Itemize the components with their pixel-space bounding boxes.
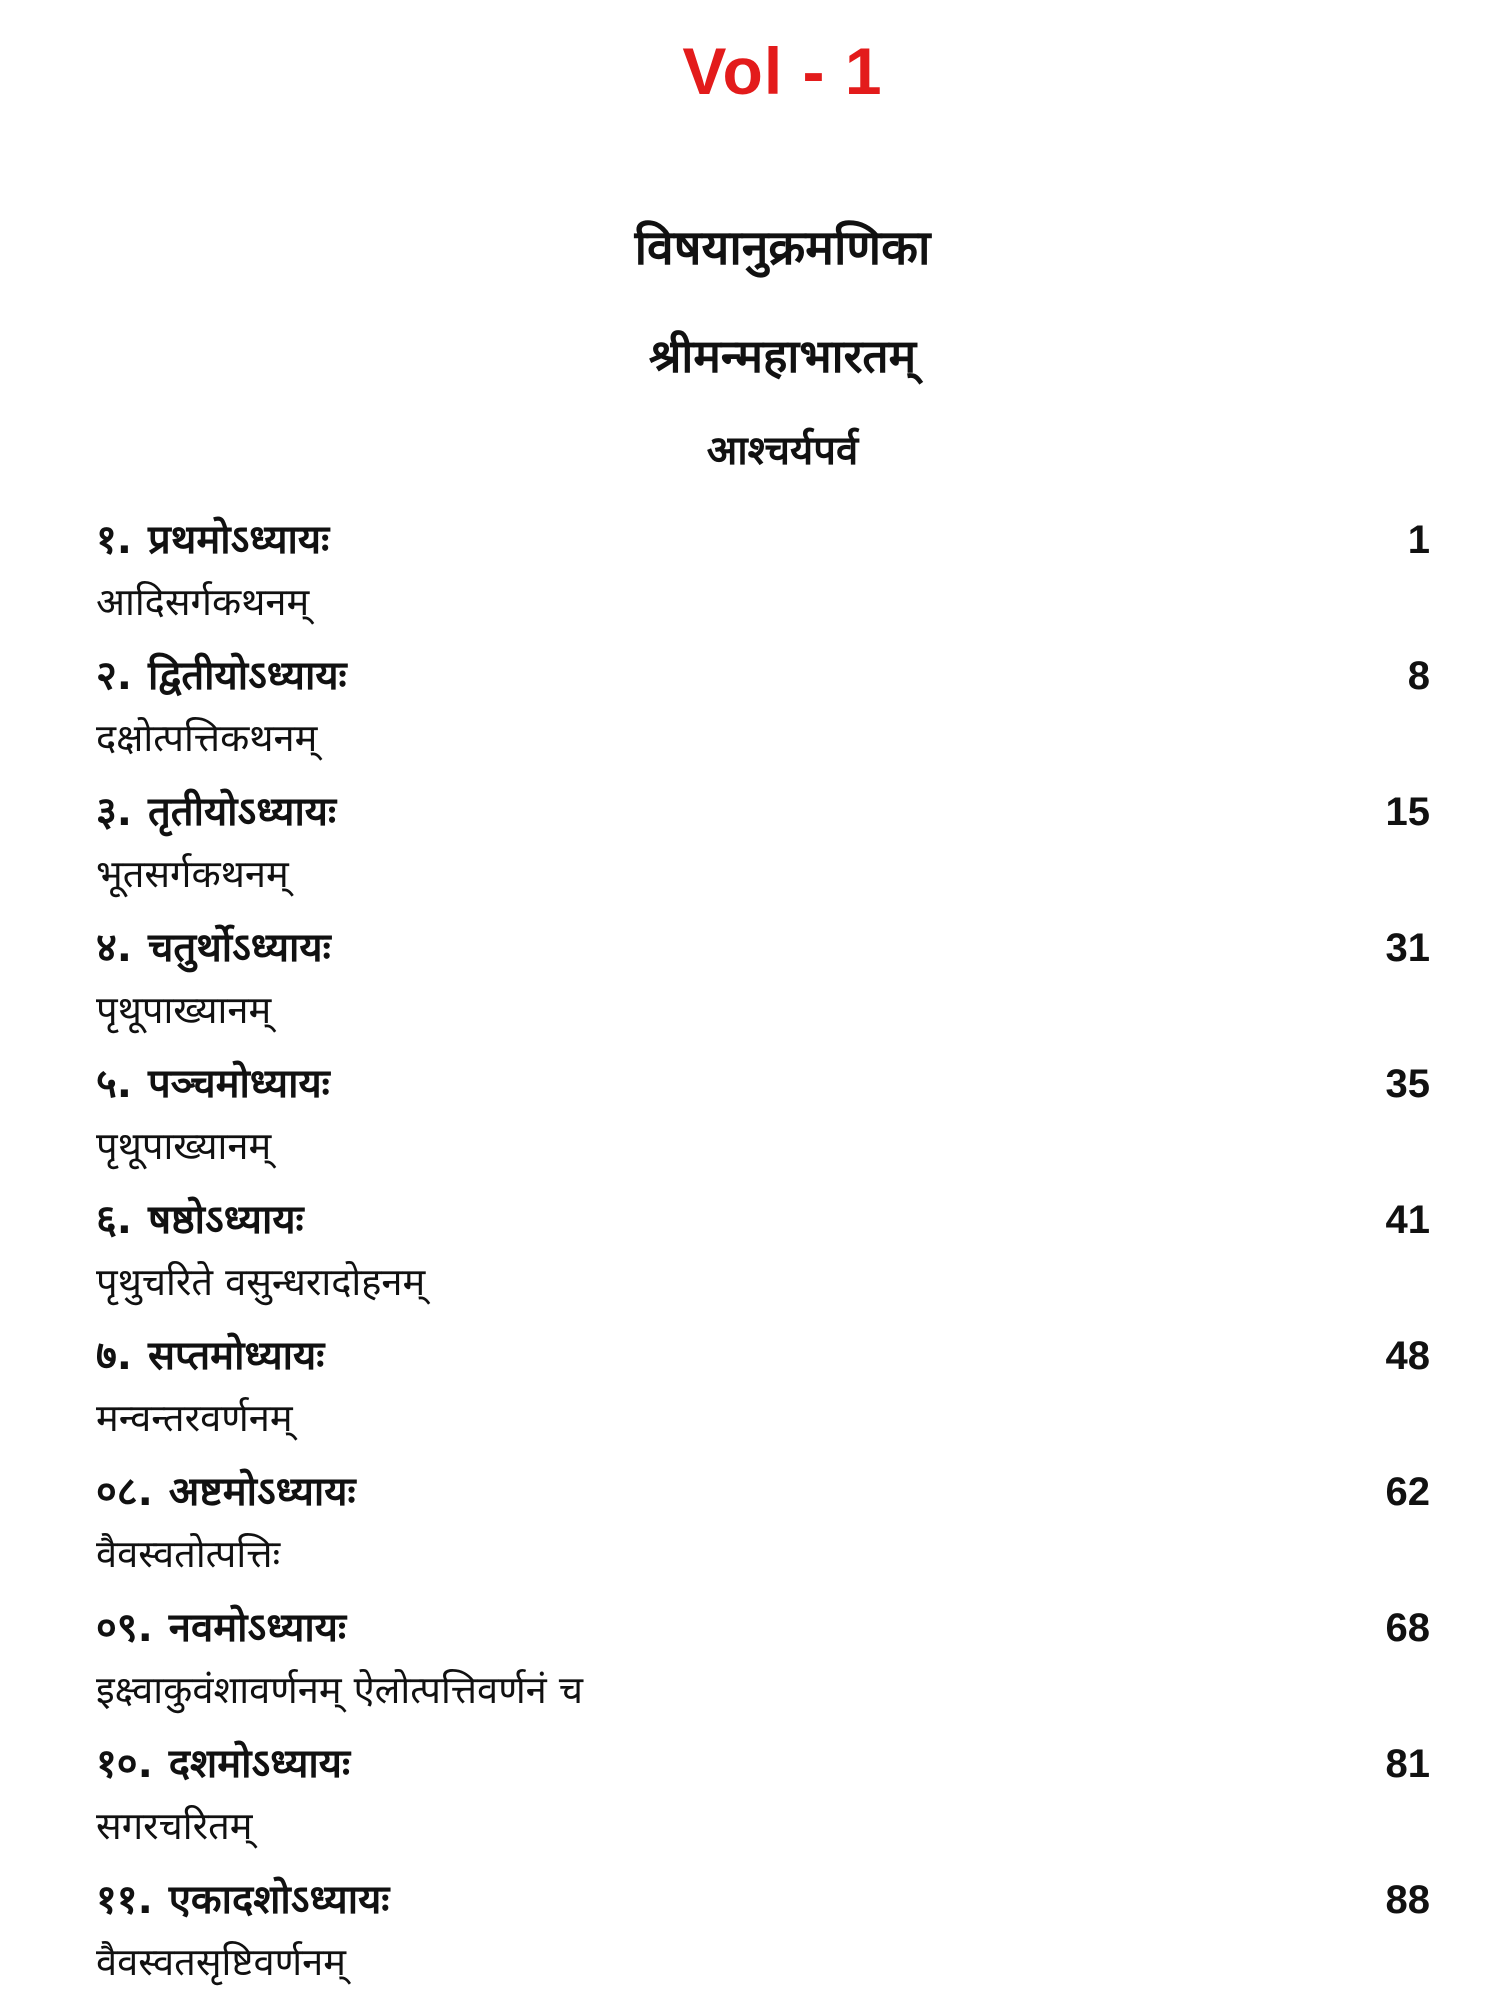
chapter-number: ०८. <box>96 1469 153 1515</box>
toc-entry <box>96 1321 1430 1457</box>
chapter-subtitle: भूतसर्गकथनम् <box>96 852 289 896</box>
toc-entry-title-row <box>96 1457 1430 1527</box>
chapter-number: १. <box>96 517 132 563</box>
chapter-number: ०९. <box>96 1605 153 1651</box>
chapter-page-number: 31 <box>1385 926 1430 970</box>
chapter-page-number: 8 <box>1407 654 1430 698</box>
chapter-subtitle: इक्ष्वाकुवंशावर्णनम् ऐलोत्पत्तिवर्णनं च <box>96 1668 583 1712</box>
chapter-name: नवमोऽध्यायः <box>168 1605 347 1651</box>
chapter-title <box>96 1865 389 1935</box>
toc-entry-title-row <box>96 505 1430 575</box>
chapter-page-number: 35 <box>1385 1062 1430 1106</box>
table-of-contents <box>96 505 1430 2001</box>
chapter-name: सप्तमोध्यायः <box>148 1333 325 1379</box>
chapter-name: तृतीयोऽध्यायः <box>148 789 337 835</box>
toc-entry-title-row <box>96 1593 1430 1663</box>
chapter-subtitle: वैवस्वतसृष्टिवर्णनम् <box>96 1940 346 1984</box>
chapter-name: द्वितीयोऽध्यायः <box>148 653 347 699</box>
chapter-subtitle: पृथूपाख्यानम् <box>96 988 272 1032</box>
chapter-page-number: 68 <box>1385 1606 1430 1650</box>
chapter-title <box>96 505 329 575</box>
chapter-name: पञ्चमोध्यायः <box>148 1061 330 1107</box>
chapter-page-number: 15 <box>1385 790 1430 834</box>
toc-entry-title-row <box>96 777 1430 847</box>
toc-entry-title-row <box>96 641 1430 711</box>
toc-entry <box>96 1049 1430 1185</box>
parva-title: आश्चर्यपर्व <box>706 428 859 474</box>
chapter-subtitle: पृथूपाख्यानम् <box>96 1124 272 1168</box>
chapter-name: दशमोऽध्यायः <box>168 1741 351 1787</box>
toc-entry <box>96 641 1430 777</box>
chapter-name: चतुर्थोऽध्यायः <box>148 925 331 971</box>
chapter-subtitle: वैवस्वतोत्पत्तिः <box>96 1532 281 1576</box>
chapter-number: १०. <box>96 1741 153 1787</box>
chapter-number: ४. <box>96 925 132 971</box>
toc-entry-title-row <box>96 1321 1430 1391</box>
toc-entry-title-row <box>96 1049 1430 1119</box>
toc-entry-title-row <box>96 1865 1430 1935</box>
chapter-subtitle: दक्षोत्पत्तिकथनम् <box>96 716 318 760</box>
toc-entry <box>96 1865 1430 2001</box>
chapter-name: षष्ठोऽध्यायः <box>148 1197 304 1243</box>
toc-entry-title-row <box>96 1185 1430 1255</box>
toc-entry-title-row <box>96 1729 1430 1799</box>
chapter-title <box>96 1049 330 1119</box>
chapter-subtitle: मन्वन्तरवर्णनम् <box>96 1396 293 1440</box>
chapter-number: ११. <box>96 1877 153 1923</box>
chapter-number: ५. <box>96 1061 132 1107</box>
chapter-name: प्रथमोऽध्यायः <box>148 517 330 563</box>
chapter-title <box>96 1457 356 1527</box>
chapter-title <box>96 641 347 711</box>
toc-entry <box>96 777 1430 913</box>
toc-entry <box>96 1729 1430 1865</box>
toc-entry <box>96 913 1430 1049</box>
chapter-subtitle: आदिसर्गकथनम् <box>96 580 310 624</box>
toc-entry <box>96 1457 1430 1593</box>
toc-entry <box>96 1593 1430 1729</box>
volume-label: Vol - 1 <box>682 34 883 108</box>
chapter-title <box>96 1593 346 1663</box>
chapter-page-number: 41 <box>1385 1198 1430 1242</box>
chapter-title <box>96 913 331 983</box>
chapter-name: एकादशोऽध्यायः <box>168 1877 390 1923</box>
chapter-number: २. <box>96 653 132 699</box>
toc-entry <box>96 505 1430 641</box>
chapter-title <box>96 1321 324 1391</box>
chapter-number: ७. <box>96 1333 132 1379</box>
chapter-page-number: 62 <box>1385 1470 1430 1514</box>
toc-entry-title-row <box>96 913 1430 983</box>
chapter-number: ३. <box>96 789 132 835</box>
chapter-title <box>96 1185 304 1255</box>
contents-heading: विषयानुक्रमणिका <box>634 220 931 276</box>
chapter-page-number: 88 <box>1385 1878 1430 1922</box>
chapter-page-number: 1 <box>1407 518 1430 562</box>
chapter-page-number: 48 <box>1385 1334 1430 1378</box>
chapter-subtitle: सगरचरितम् <box>96 1804 253 1848</box>
chapter-number: ६. <box>96 1197 132 1243</box>
chapter-title <box>96 1729 350 1799</box>
toc-entry <box>96 1185 1430 1321</box>
chapter-name: अष्टमोऽध्यायः <box>168 1469 356 1515</box>
chapter-subtitle: पृथुचरिते वसुन्धरादोहनम् <box>96 1260 426 1304</box>
book-title: श्रीमन्महाभारतम् <box>648 329 917 383</box>
chapter-title <box>96 777 336 847</box>
chapter-page-number: 81 <box>1385 1742 1430 1786</box>
